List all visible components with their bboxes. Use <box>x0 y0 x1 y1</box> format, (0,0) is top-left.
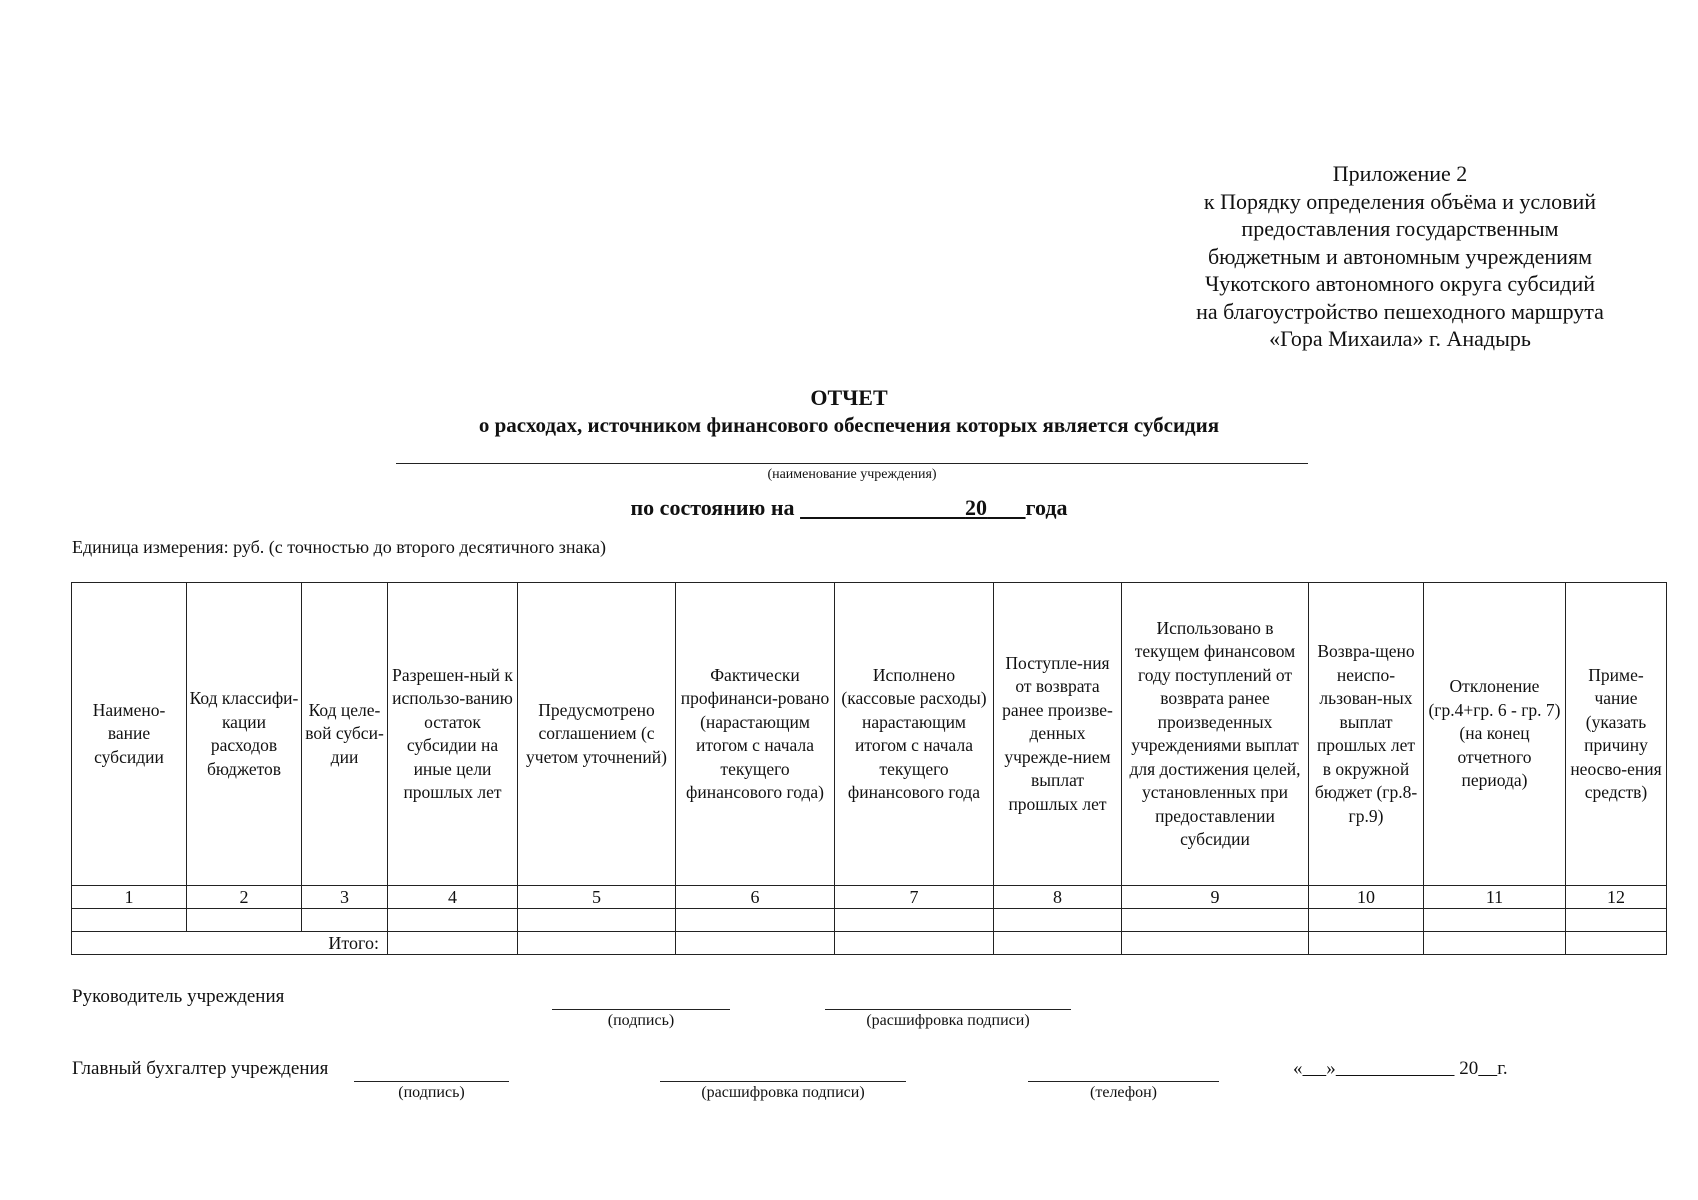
date-year-blank[interactable] <box>1478 1058 1497 1079</box>
as-of-date <box>0 495 1698 521</box>
total-cell[interactable] <box>835 932 994 955</box>
column-number: 12 <box>1566 886 1667 909</box>
appendix-line: на благоустройство пешеходного маршрута <box>1196 298 1604 324</box>
total-cell[interactable] <box>1424 932 1566 955</box>
column-number-row <box>72 886 1667 909</box>
appendix-header <box>1140 160 1660 353</box>
header-cell: Исполнено (кассовые расходы) нарастающим итогом с начала текущего финансового года <box>835 583 994 886</box>
date-close-quote: » <box>1326 1058 1336 1079</box>
as-of-suffix: года <box>1025 495 1068 520</box>
institution-name-line[interactable] <box>396 463 1308 464</box>
as-of-year-prefix: 20 <box>965 495 988 520</box>
header-cell: Код целе-вой субси-дии <box>302 583 388 886</box>
accountant-phone-line[interactable] <box>1028 1081 1219 1082</box>
appendix-line: предоставления государственным <box>1241 216 1559 241</box>
column-number: 7 <box>835 886 994 909</box>
column-number: 8 <box>994 886 1122 909</box>
as-of-prefix: по состоянию на <box>630 495 801 520</box>
column-number: 6 <box>676 886 835 909</box>
column-number: 2 <box>187 886 302 909</box>
column-number: 11 <box>1424 886 1566 909</box>
header-cell: Использовано в текущем финансовом году поступлений от возврата ранее произведенных учреждениями выплат для достижения целей, установленных при предоставлении субсидии <box>1122 583 1309 886</box>
header-cell: Приме-чание (указать причину неосво-ения средств) <box>1566 583 1667 886</box>
appendix-line: Чукотского автономного округа субсидий <box>1204 271 1596 296</box>
head-signature-caption: (подпись) <box>607 1012 675 1029</box>
table-cell[interactable] <box>72 909 187 932</box>
header-cell: Возвра-щено неиспо-льзован-ных выплат прошлых лет в окружной бюджет (гр.8-гр.9) <box>1309 583 1424 886</box>
table-cell[interactable] <box>518 909 676 932</box>
appendix-line: бюджетным и автономным учреждениям <box>1207 243 1592 269</box>
accountant-label: Главный бухгалтер учреждения <box>72 1058 329 1079</box>
header-cell: Наимено-вание субсидии <box>72 583 187 886</box>
total-label: Итого: <box>72 932 388 955</box>
column-number: 4 <box>388 886 518 909</box>
total-cell[interactable] <box>518 932 676 955</box>
header-cell: Разрешен-ный к использо-ванию остаток субсидии на иные цели прошлых лет <box>388 583 518 886</box>
header-cell: Фактически профинанси-ровано (нарастающим итогом с начала текущего финансового года) <box>676 583 835 886</box>
head-label: Руководитель учреждения <box>72 986 285 1007</box>
date-day-blank[interactable] <box>1303 1058 1327 1079</box>
header-cell: Отклонение (гр.4+гр. 6 - гр. 7) (на конец отчетного периода) <box>1424 583 1566 886</box>
table-cell[interactable] <box>835 909 994 932</box>
accountant-decoding-caption: (расшифровка подписи) <box>701 1084 865 1101</box>
column-number: 5 <box>518 886 676 909</box>
appendix-line: Приложение 2 <box>1332 161 1468 186</box>
total-cell[interactable] <box>1566 932 1667 955</box>
accountant-signature-line[interactable] <box>354 1081 509 1082</box>
accountant-signature-caption: (подпись) <box>398 1084 465 1101</box>
column-number: 1 <box>72 886 187 909</box>
column-number: 9 <box>1122 886 1309 909</box>
total-cell[interactable] <box>1309 932 1424 955</box>
total-cell[interactable] <box>1122 932 1309 955</box>
table-cell[interactable] <box>1566 909 1667 932</box>
head-signature-line[interactable] <box>552 1009 730 1010</box>
total-row <box>72 932 1667 955</box>
report-subtitle: о расходах, источником финансового обеспечения которых является субсидия <box>478 413 1220 437</box>
column-number: 10 <box>1309 886 1424 909</box>
total-cell[interactable] <box>388 932 518 955</box>
header-cell: Код классифи-кации расходов бюджетов <box>187 583 302 886</box>
header-cell: Предусмотрено соглашением (с учетом уточнений) <box>518 583 676 886</box>
table-cell[interactable] <box>1309 909 1424 932</box>
data-row <box>72 909 1667 932</box>
unit-of-measure: Единица измерения: руб. (с точностью до второго десятичного знака) <box>72 537 606 557</box>
table-cell[interactable] <box>676 909 835 932</box>
report-table <box>71 582 1667 955</box>
as-of-date-blank[interactable] <box>800 495 965 520</box>
table-cell[interactable] <box>388 909 518 932</box>
date-open-quote: « <box>1293 1058 1303 1079</box>
date-year-prefix: 20 <box>1454 1058 1479 1079</box>
table-cell[interactable] <box>1122 909 1309 932</box>
column-number: 3 <box>302 886 388 909</box>
institution-caption: (наименование учреждения) <box>767 467 937 482</box>
date-suffix: г. <box>1497 1058 1508 1079</box>
table-cell[interactable] <box>302 909 388 932</box>
appendix-line: к Порядку определения объёма и условий <box>1203 188 1597 214</box>
head-decoding-caption: (расшифровка подписи) <box>866 1012 1030 1029</box>
header-cell: Поступле-ния от возврата ранее произве-денных учрежде-нием выплат прошлых лет <box>994 583 1122 886</box>
table-cell[interactable] <box>1424 909 1566 932</box>
total-cell[interactable] <box>994 932 1122 955</box>
report-title: ОТЧЕТ <box>810 385 888 410</box>
date-month-blank[interactable] <box>1336 1058 1455 1079</box>
table-cell[interactable] <box>187 909 302 932</box>
as-of-year-blank[interactable] <box>987 495 1026 520</box>
table-cell[interactable] <box>994 909 1122 932</box>
total-cell[interactable] <box>676 932 835 955</box>
appendix-line: «Гора Михаила» г. Анадырь <box>1269 326 1531 351</box>
header-row <box>72 583 1667 886</box>
head-decoding-line[interactable] <box>825 1009 1071 1010</box>
accountant-phone-caption: (телефон) <box>1090 1084 1157 1101</box>
accountant-decoding-line[interactable] <box>660 1081 906 1082</box>
signature-date <box>1293 1058 1508 1080</box>
